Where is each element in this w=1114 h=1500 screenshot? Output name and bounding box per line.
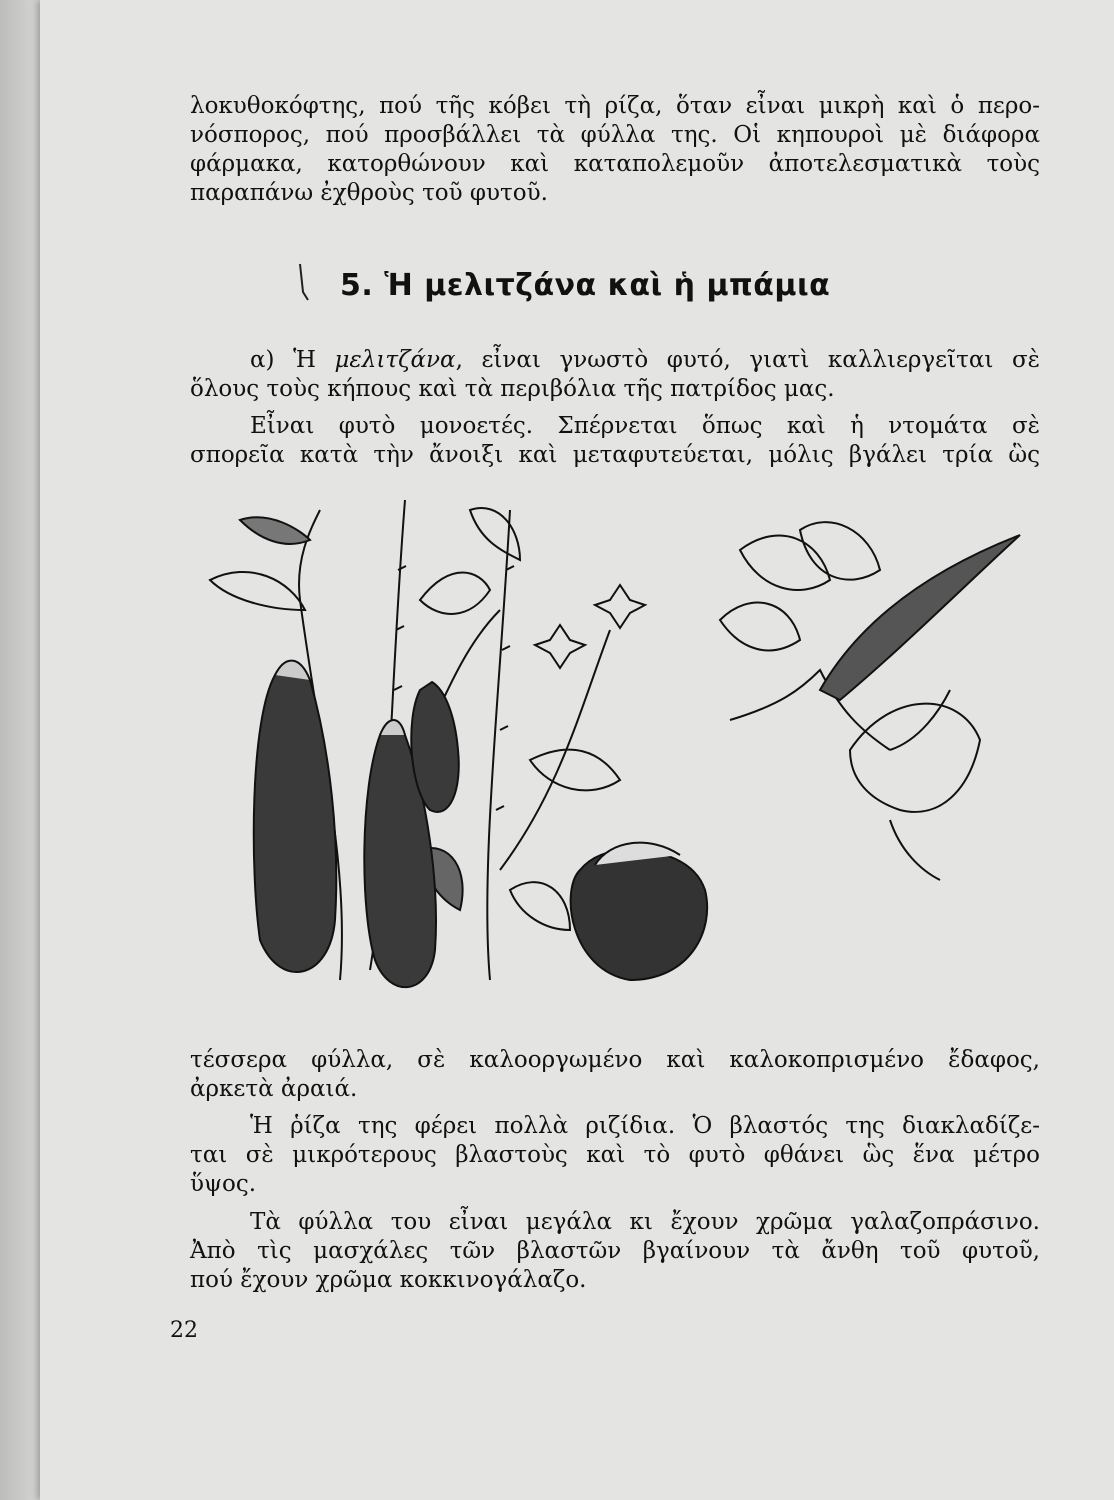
eggplant-plant-drawing (210, 500, 707, 987)
text-line: πού ἔχουν χρῶμα κοκκινογάλαζο. (190, 1267, 587, 1293)
page-edge (0, 0, 40, 1500)
eggplant-okra-illustration (200, 490, 1060, 1010)
text-line: Ἡ ῥίζα της φέρει πολλὰ ριζίδια. Ὁ βλαστός της διακλαδίζε- (250, 1113, 1040, 1139)
text-line (190, 346, 1040, 375)
text-line: Ἀπὸ τὶς μασχάλες τῶν βλαστῶν βγαίνουν τὰ ἄνθη τοῦ φυτοῦ, (190, 1238, 1040, 1264)
bottom-paragraph-1 (190, 1046, 1040, 1104)
section-a-paragraph (190, 346, 1040, 404)
text-line: ται σὲ μικρότερους βλαστοὺς καὶ τὸ φυτὸ φθάνει ὣς ἕνα μέτρο (190, 1142, 1040, 1168)
text-line: σπορεῖα κατὰ τὴν ἄνοιξι καὶ μεταφυτεύεται, μόλις βγάλει τρία ὣς (190, 442, 1040, 468)
section-b-paragraph (190, 412, 1040, 470)
bottom-paragraph-2 (190, 1112, 1040, 1199)
section-a-term: μελιτζάνα (334, 347, 456, 373)
text-line: ὅλους τοὺς κήπους καὶ τὰ περιβόλια τῆς πατρίδος μας. (190, 376, 835, 402)
text-line: φάρμακα, κατορθώνουν καὶ καταπολεμοῦν ἀποτελεσματικὰ τοὺς (190, 151, 1040, 177)
top-paragraph (190, 92, 1040, 208)
text-line: παραπάνω ἐχθροὺς τοῦ φυτοῦ. (190, 180, 548, 206)
text-line: Τὰ φύλλα του εἶναι μεγάλα κι ἔχουν χρῶμα γαλαζοπράσινο. (250, 1209, 1040, 1235)
text-line: τέσσερα φύλλα, σὲ καλοοργωμένο καὶ καλοκοπρισμένο ἔδαφος, (190, 1047, 1040, 1073)
margin-mark-icon (296, 262, 310, 302)
bottom-paragraph-3 (190, 1208, 1040, 1295)
section-a-line1-rest: , εἶναι γνωστὸ φυτό, γιατὶ καλλιεργεῖται σὲ (455, 347, 1040, 373)
okra-branch-drawing (720, 522, 1020, 880)
section-a-prefix: α) Ἡ (250, 347, 335, 373)
text-line: ὕψος. (190, 1171, 257, 1197)
section-heading: 5. Ἡ μελιτζάνα καὶ ἡ μπάμια (340, 268, 831, 303)
text-line: ἀρκετὰ ἀραιά. (190, 1076, 358, 1102)
page-number: 22 (170, 1318, 198, 1343)
text-line: λοκυθοκόφτης, πού τῆς κόβει τὴ ρίζα, ὅταν εἶναι μικρὴ καὶ ὁ περο- (190, 93, 1040, 119)
text-line: νόσπορος, πού προσβάλλει τὰ φύλλα της. Οἱ κηπουροὶ μὲ διάφορα (190, 122, 1040, 148)
text-line: Εἶναι φυτὸ μονοετές. Σπέρνεται ὅπως καὶ ἡ ντομάτα σὲ (250, 413, 1040, 439)
